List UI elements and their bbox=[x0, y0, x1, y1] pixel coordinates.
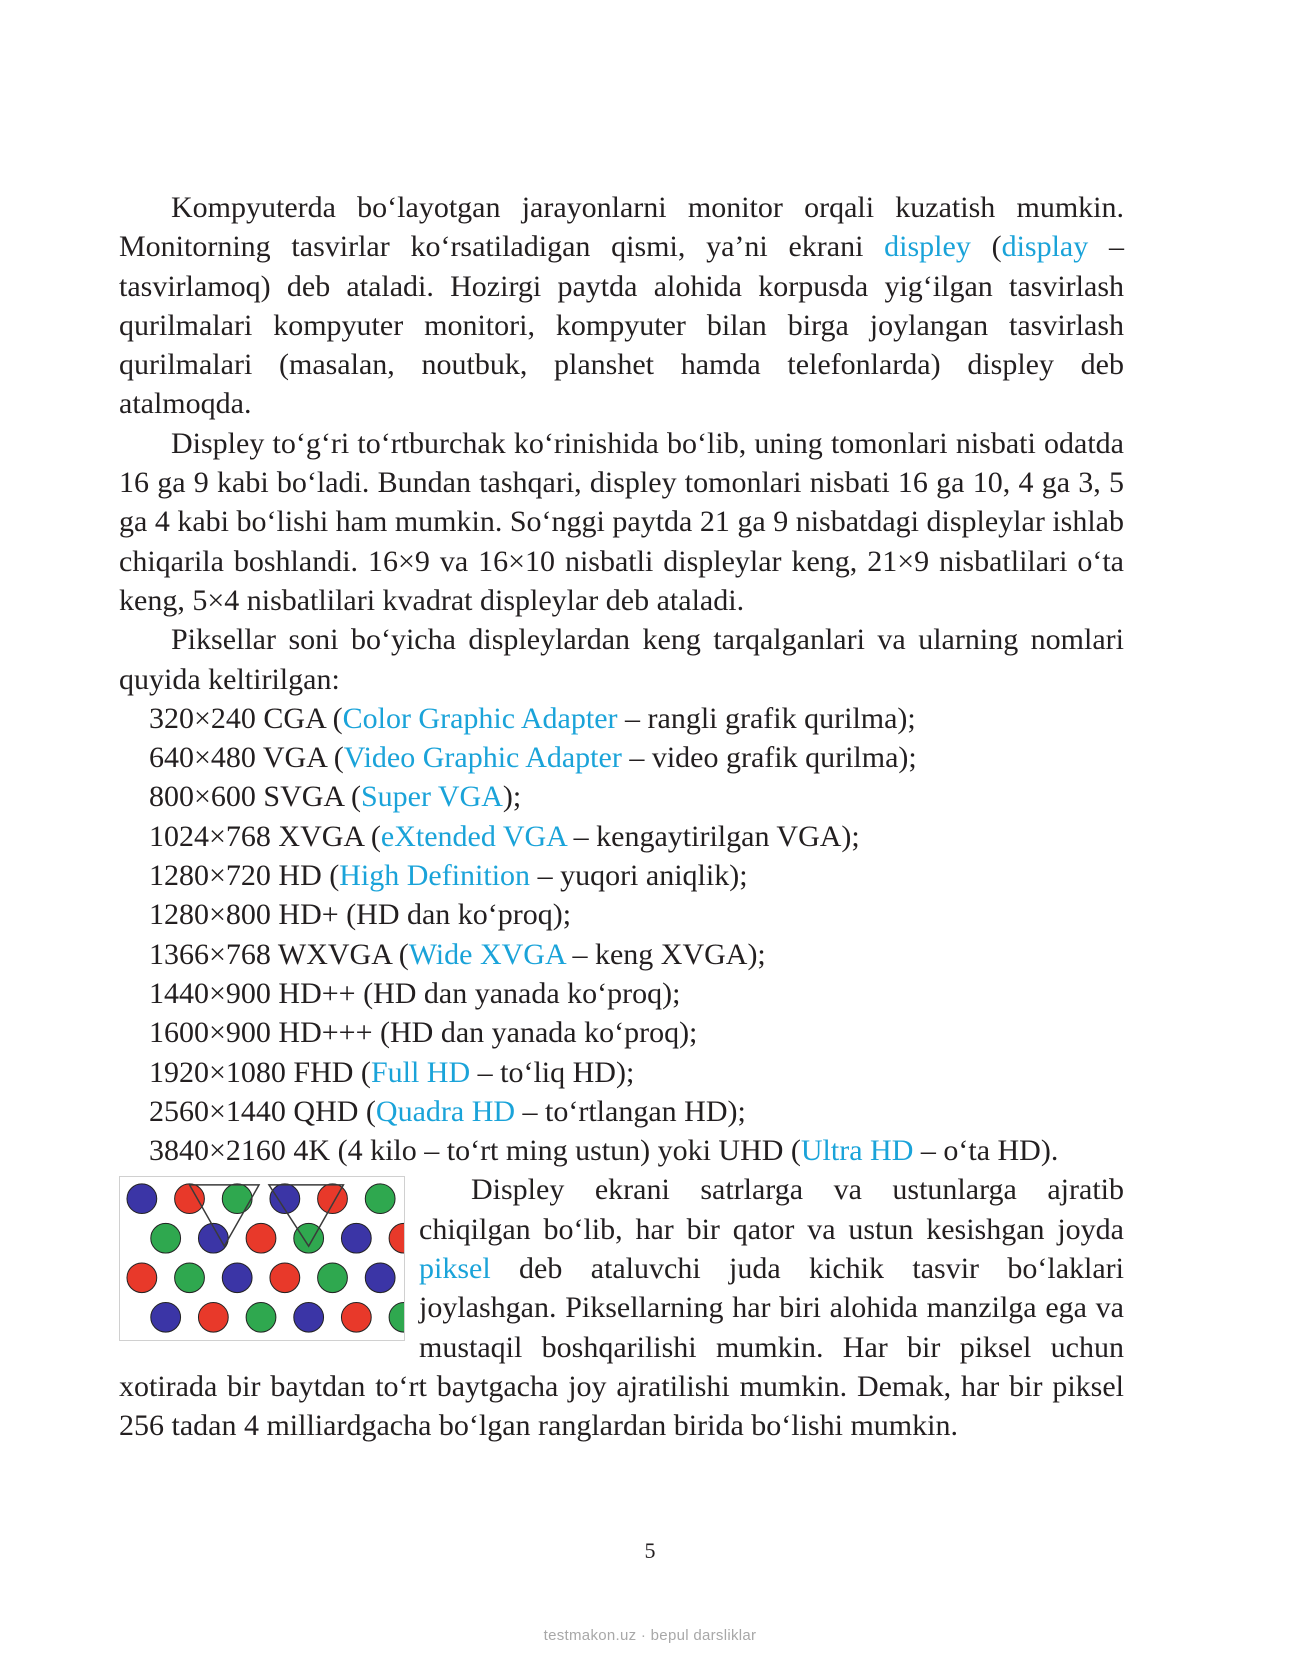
text-run: 1920×1080 FHD ( bbox=[149, 1055, 371, 1089]
pixel-dot-red bbox=[389, 1224, 404, 1254]
pixel-dot-blue bbox=[127, 1184, 157, 1214]
glossary-term: Video Graphic Adapter bbox=[343, 741, 622, 775]
glossary-term: Ultra HD bbox=[800, 1134, 914, 1168]
text-run: ( bbox=[970, 230, 1002, 264]
text-run: 1280×720 HD ( bbox=[149, 859, 340, 893]
text-run: 800×600 SVGA ( bbox=[149, 780, 361, 814]
glossary-term: piksel bbox=[419, 1252, 491, 1286]
pixel-dot-green bbox=[318, 1263, 348, 1293]
resolution-item bbox=[119, 1053, 1124, 1092]
paragraph-aspect-ratio bbox=[119, 424, 1124, 620]
footer-watermark: testmakon.uz · bepul darsliklar bbox=[543, 1627, 757, 1644]
pixel-dot-red bbox=[246, 1224, 276, 1254]
resolution-item bbox=[119, 738, 1124, 777]
pixel-dot-green bbox=[365, 1184, 395, 1214]
glossary-term: Color Graphic Adapter bbox=[342, 701, 618, 735]
resolution-list bbox=[119, 699, 1124, 1171]
text-run: – video grafik qurilma); bbox=[621, 741, 917, 775]
resolution-item bbox=[119, 856, 1124, 895]
resolution-item bbox=[119, 895, 1124, 934]
text-run: – to‘liq HD); bbox=[470, 1055, 635, 1089]
pixel-dot-blue bbox=[151, 1303, 181, 1333]
page-number: 5 bbox=[644, 1538, 656, 1563]
pixel-dot-green bbox=[389, 1303, 404, 1333]
text-run: deb ataluvchi juda kichik tasvir bo‘laklari joylashgan. Piksellarning har biri alohida manzilga ega va mustaqil boshqarilishi mumkin. Har bir piksel uchun xotirada bir baytdan to‘rt baytgacha joy ajratilishi mumkin. Demak, har bir piksel 256 tadan 4 milliardgacha bo‘lgan ranglardan birida bo‘lishi mumkin. bbox=[119, 1252, 1124, 1443]
text-run: 1024×768 XVGA ( bbox=[149, 819, 381, 853]
pixel-dot-green bbox=[151, 1224, 181, 1254]
pixel-dot-green bbox=[246, 1303, 276, 1333]
resolution-item bbox=[119, 817, 1124, 856]
paragraph-pixel-definition bbox=[119, 1170, 1124, 1445]
glossary-term: High Definition bbox=[339, 859, 531, 893]
text-run: Kompyuterda bo‘layotgan jarayonlarni monitor orqali kuzatish mumkin. Monitorning tasvirlar ko‘rsatiladigan qismi, ya’ni ekrani bbox=[119, 191, 1124, 264]
glossary-term: display bbox=[1001, 230, 1089, 264]
paragraph-resolutions-intro bbox=[119, 620, 1124, 699]
pixel-dot-green bbox=[175, 1263, 205, 1293]
text-run: 1366×768 WXVGA ( bbox=[149, 937, 409, 971]
pixel-dot-blue bbox=[222, 1263, 252, 1293]
text-run: – rangli grafik qurilma); bbox=[617, 701, 916, 735]
text-run: Displey ekrani satrlarga va ustunlarga ajratib chiqilgan bo‘lib, har bir qator va ustun kesishgan joyda bbox=[419, 1173, 1124, 1246]
text-run: Piksellar soni bo‘yicha displeylardan keng tarqalganlari va ularning nomlari quyida keltirilgan: bbox=[119, 623, 1124, 696]
text-run: 2560×1440 QHD ( bbox=[149, 1094, 376, 1128]
pixel-dot-green bbox=[222, 1184, 252, 1214]
pixel-dot-blue bbox=[365, 1263, 395, 1293]
resolution-item bbox=[119, 974, 1124, 1013]
glossary-term: Super VGA bbox=[360, 780, 503, 814]
glossary-term: Full HD bbox=[370, 1055, 471, 1089]
text-run: 1280×800 HD+ (HD dan ko‘proq); bbox=[149, 898, 572, 932]
text-run: – tasvirlamoq) deb ataladi. Hozirgi paytda alohida korpusda yig‘ilgan tasvirlash qurilmalari kompyuter monitori, kompyuter bilan birga joylangan tasvirlash qurilmalari (masalan, noutbuk, planshet hamda telefonlarda) displey deb atalmoqda. bbox=[119, 230, 1124, 421]
text-run: ); bbox=[502, 780, 522, 814]
glossary-term: Quadra HD bbox=[375, 1094, 516, 1128]
pixel-dot-red bbox=[127, 1263, 157, 1293]
pixel-dot-blue bbox=[341, 1224, 371, 1254]
text-run: – yuqori aniqlik); bbox=[530, 859, 748, 893]
pixel-dot-red bbox=[270, 1263, 300, 1293]
page-body bbox=[119, 188, 1124, 1446]
resolution-item bbox=[119, 1131, 1124, 1170]
pixel-dot-red bbox=[175, 1184, 205, 1214]
pixel-dot-blue bbox=[294, 1303, 324, 1333]
text-run: 1600×900 HD+++ (HD dan yanada ko‘proq); bbox=[149, 1016, 698, 1050]
glossary-term: eXtended VGA bbox=[380, 819, 567, 853]
text-run: 3840×2160 4K (4 kilo – to‘rt ming ustun) yoki UHD ( bbox=[149, 1134, 801, 1168]
text-run: 640×480 VGA ( bbox=[149, 741, 344, 775]
pixel-dot-red bbox=[341, 1303, 371, 1333]
text-run: – o‘ta HD). bbox=[913, 1134, 1059, 1168]
text-run: – keng XVGA); bbox=[564, 937, 766, 971]
pixel-grid-illustration bbox=[120, 1177, 404, 1340]
text-run: 1440×900 HD++ (HD dan yanada ko‘proq); bbox=[149, 976, 681, 1010]
text-run: – kengaytirilgan VGA); bbox=[566, 819, 860, 853]
glossary-term: displey bbox=[884, 230, 971, 264]
text-run: Displey to‘g‘ri to‘rtburchak ko‘rinishida bo‘lib, uning tomonlari nisbati odatda 16 ga 9 kabi bo‘ladi. Bundan tashqari, displey tomonlari nisbati 16 ga 10, 4 ga 3, 5 ga 4 kabi bo‘lishi ham mumkin. So‘nggi paytda 21 ga 9 nisbatdagi displeylar ishlab chiqarila boshlandi. 16×9 va 16×10 nisbatli displeylar keng, 21×9 nisbatlilari o‘ta keng, 5×4 nisbatlilari kvadrat displeylar deb ataladi. bbox=[119, 426, 1124, 617]
resolution-item bbox=[119, 1013, 1124, 1052]
paragraph-display-definition bbox=[119, 188, 1124, 424]
resolution-item bbox=[119, 777, 1124, 816]
text-run: 320×240 CGA ( bbox=[149, 701, 343, 735]
text-run: – to‘rtlangan HD); bbox=[515, 1094, 746, 1128]
resolution-item bbox=[119, 699, 1124, 738]
resolution-item bbox=[119, 1092, 1124, 1131]
glossary-term: Wide XVGA bbox=[408, 937, 565, 971]
pixel-dot-red bbox=[318, 1184, 348, 1214]
pixel-grid-figure bbox=[119, 1176, 405, 1341]
resolution-item bbox=[119, 935, 1124, 974]
pixel-dot-red bbox=[198, 1303, 228, 1333]
